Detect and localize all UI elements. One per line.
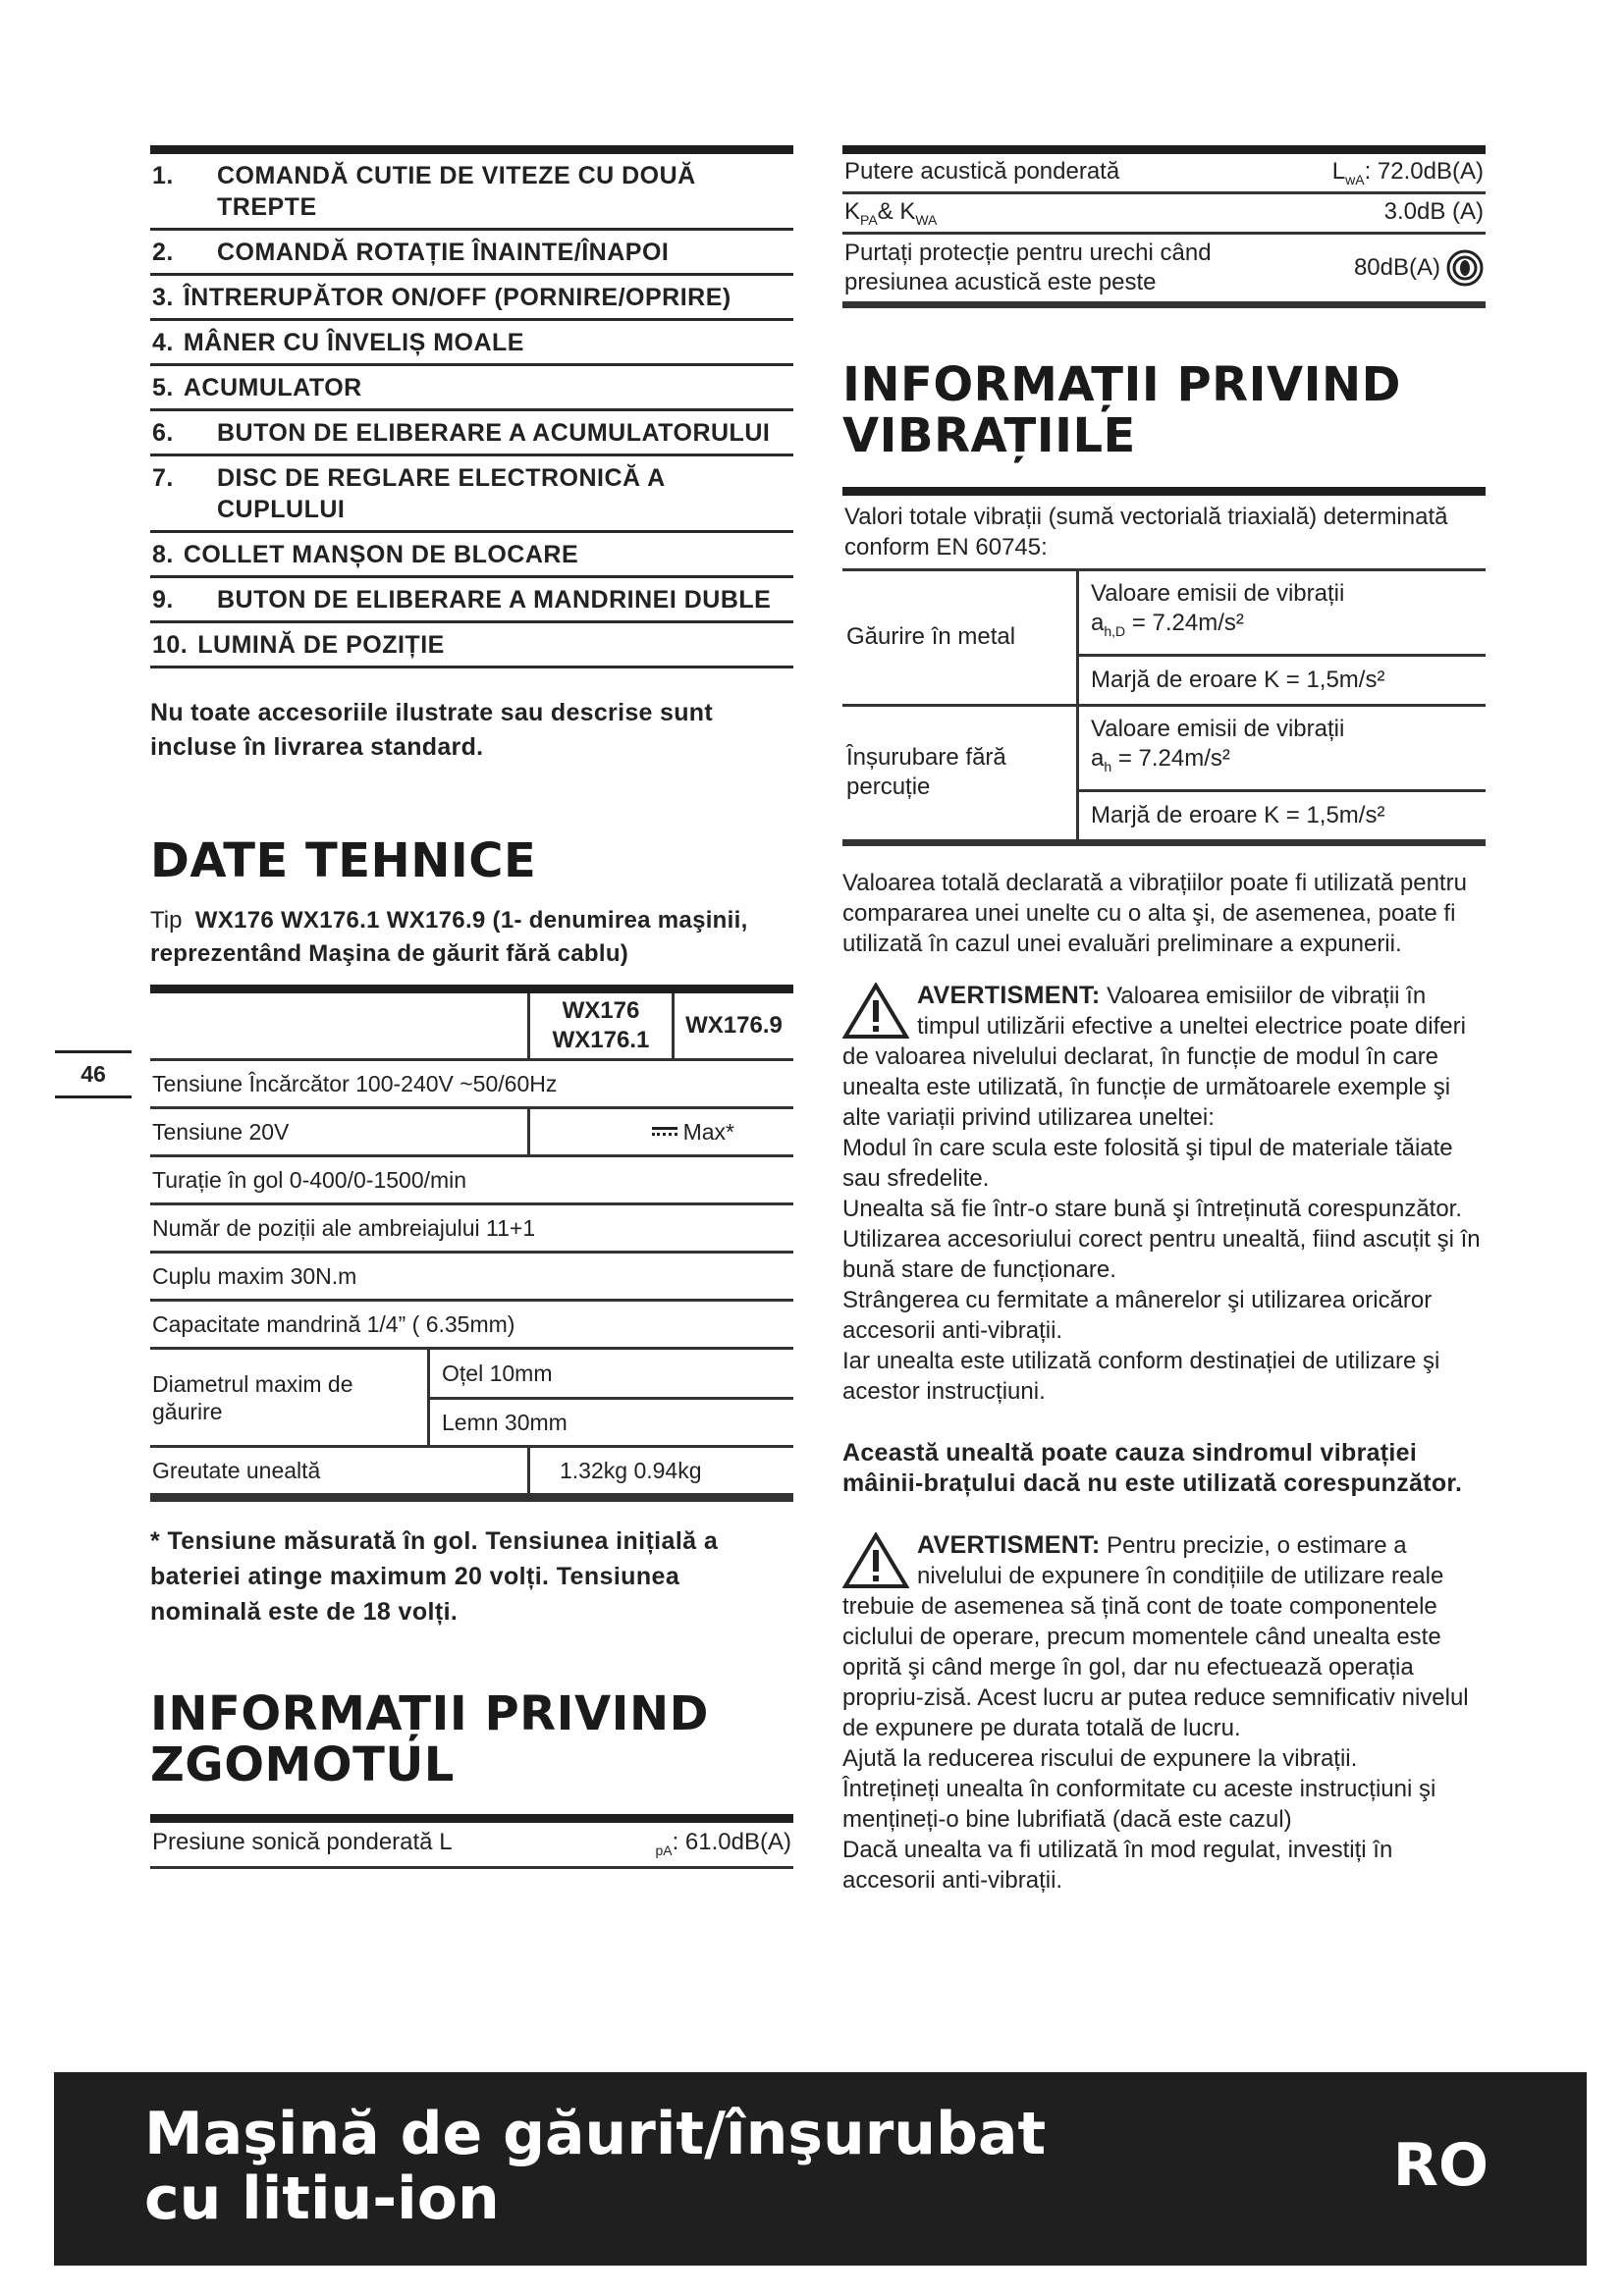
warning-1-list (842, 1133, 1486, 1407)
model-col2: WX176.9 (674, 993, 794, 1060)
drill-sym: a (1091, 609, 1105, 636)
table-row (150, 1204, 793, 1253)
list-item-text: DISC DE REGLARE ELECTRONICĂ A CUPLULUI (217, 464, 665, 523)
list-item-number: 1. (152, 162, 174, 189)
list-item: Modul în care scula este folosită şi tipul de materiale tăiate sau sfredelite. (842, 1134, 1453, 1192)
warning-triangle-icon (842, 983, 909, 1040)
sound-power-sub: wA (1345, 171, 1365, 187)
list-item: Dacă unealta va fi utilizată în mod regulat, investiți în accesorii anti-vibrații. (842, 1836, 1393, 1894)
sound-pressure-row (150, 1823, 793, 1869)
screw-value: = 7.24m/s² (1111, 744, 1230, 772)
list-item: Unealta să fie într-o stare bună şi întreținută corespunzător. (842, 1195, 1463, 1222)
list-item (150, 578, 793, 623)
spec-table (150, 993, 793, 1496)
page-number: 46 (55, 1050, 132, 1098)
table-row (150, 1156, 793, 1204)
list-item-number: 10. (152, 631, 189, 659)
list-item (150, 366, 793, 411)
declared-value-text: Valoarea totală declarată a vibrațiilor poate fi utilizată pentru compararea unei unelte cu o alta şi, de asemenea, poate fi utilizată în cazul unei evaluări preliminare a expunerii. (842, 869, 1467, 957)
type-label: Tip (150, 907, 183, 934)
screw-emission-label: Valoare emisii de vibrații (1091, 715, 1345, 742)
no-load-speed: Turație în gol 0-400/0-1500/min (150, 1156, 793, 1204)
drill-value: = 7.24m/s² (1125, 609, 1244, 636)
drill-metal-label: Găurire în metal (842, 571, 1078, 706)
warning-1-text: Valoarea emisiilor de vibrații în timpul utilizării efective a uneltei electrice poate diferi de valoarea nivelului declarat, în funcție de modul în care unealta este utilizată, în funcție de următoarele exemple şi alte variații privind utilizarea uneltei: (842, 982, 1466, 1131)
right-column (842, 145, 1486, 1896)
list-item-text: BUTON DE ELIBERARE A ACUMULATORULUI (217, 419, 771, 447)
ear-protection-text: Purtați protecție pentru urechi când presiunea acustică este peste (844, 239, 1212, 295)
k-sub-pa: PA (860, 211, 878, 228)
list-item (150, 533, 793, 578)
screw-sub: h (1104, 758, 1112, 774)
drill-sub: h,D (1104, 622, 1126, 639)
list-item-text: ÎNTRERUPĂTOR ON/OFF (PORNIRE/OPRIRE) (183, 284, 731, 311)
chuck-capacity: Capacitate mandrină 1/4” ( 6.35mm) (150, 1301, 793, 1349)
list-item (150, 321, 793, 366)
footer-title-line1: Maşină de găurit/înşurubat (144, 2100, 1047, 2168)
screw-label: Înșurubare fără percuție (842, 705, 1078, 842)
rated-voltage: Tensiune 20V (150, 1108, 529, 1156)
sound-pressure-label: Presiune sonică ponderată L (152, 1829, 453, 1855)
noise-heading: INFORMAȚII PRIVIND ZGOMOTUL (150, 1686, 709, 1792)
sound-power-sym: L (1331, 158, 1346, 185)
list-item-text: COLLET MANȘON DE BLOCARE (183, 541, 579, 568)
list-item (150, 276, 793, 321)
list-item-number: 5. (152, 374, 174, 401)
screw-sym: a (1091, 744, 1105, 772)
weight-values: 1.32kg 0.94kg (529, 1447, 794, 1495)
left-column (150, 145, 793, 1869)
spec-top-rule (150, 985, 793, 993)
sound-power-row (842, 154, 1486, 194)
list-item-text: BUTON DE ELIBERARE A MANDRINEI DUBLE (217, 586, 772, 614)
list-item-text: COMANDĂ ROTAȚIE ÎNAINTE/ÎNAPOI (217, 239, 670, 266)
warning-1-title: AVERTISMENT: (917, 981, 1101, 1009)
footer-banner (54, 2072, 1587, 2266)
list-item (150, 231, 793, 276)
table-row (150, 1253, 793, 1301)
list-item (150, 411, 793, 456)
list-item: Strângerea cu fermitate a mânerelor şi utilizarea oricăror accesorii anti-vibrații. (842, 1286, 1433, 1344)
warning-1 (842, 981, 1486, 1407)
list-item-text: LUMINĂ DE POZIȚIE (197, 631, 445, 659)
list-item-number: 8. (152, 541, 174, 568)
warning-2-list (842, 1743, 1486, 1896)
list-item-number: 7. (152, 464, 174, 492)
noise-top-rule (150, 1814, 793, 1823)
drill-k: Marjă de eroare K = 1,5m/s² (1078, 655, 1487, 705)
table-row (150, 1349, 793, 1447)
list-item-number: 3. (152, 284, 174, 311)
vibration-intro: Valori totale vibrații (sumă vectorială triaxială) determinată conform EN 60745: (842, 496, 1486, 571)
warning-2 (842, 1530, 1486, 1896)
spec-header-row (150, 993, 793, 1060)
spec-bottom-rule (150, 1496, 793, 1502)
uncertainty-row (842, 194, 1486, 235)
list-item: Întrețineți unealta în conformitate cu aceste instrucțiuni şi mențineți-o bine lubrifiată (dacă este cazul) (842, 1775, 1436, 1833)
list-item: Utilizarea accesoriului corect pentru unealtă, fiind ascuțit şi în bună stare de funcționare. (842, 1225, 1481, 1283)
list-item (150, 456, 793, 533)
drill-steel: Oțel 10mm (429, 1350, 794, 1399)
parts-list (150, 154, 793, 668)
table-row (150, 1108, 793, 1156)
language-code: RO (1392, 2131, 1489, 2200)
list-item (150, 623, 793, 668)
list-item (150, 154, 793, 231)
vibration-heading: INFORMAȚII PRIVIND VIBRAȚIILE (842, 356, 1401, 463)
type-line (150, 904, 793, 971)
top-rule (150, 145, 793, 154)
ear-protection-row (842, 235, 1486, 308)
hav-warning: Această unealtă poate cauza sindromul vibrației mâinii-brațului dacă nu este utilizată corespunzător. (842, 1438, 1463, 1497)
footer-title-line2: cu litiu-ion (144, 2164, 500, 2233)
list-item-text: COMANDĂ CUTIE DE VITEZE CU DOUĂ TREPTE (217, 162, 696, 221)
sound-pressure-value: : 61.0dB(A) (672, 1829, 791, 1855)
model-col1b: WX176.1 (552, 1027, 650, 1053)
sound-power-label: Putere acustică ponderată (844, 158, 1120, 185)
clutch-positions: Număr de poziții ale ambreiajului 11+1 (150, 1204, 793, 1253)
screw-emission-cell (1078, 705, 1487, 790)
list-item-number: 6. (152, 419, 174, 447)
charger-voltage: Tensiune Încărcător 100-240V ~50/60Hz (150, 1060, 793, 1108)
list-item-text: ACUMULATOR (183, 374, 362, 401)
list-item-number: 4. (152, 329, 174, 356)
type-text: WX176 WX176.1 WX176.9 (1- denumirea maşinii, reprezentând Maşina de găurit fără cablu) (150, 907, 748, 967)
warning-2-title: AVERTISMENT: (917, 1530, 1101, 1559)
voltage-max: Max* (682, 1118, 734, 1145)
weight-label: Greutate unealtă (150, 1447, 529, 1495)
tech-heading: DATE TEHNICE (150, 833, 537, 888)
drill-emission-label: Valoare emisii de vibrații (1091, 579, 1345, 607)
ear-protection-icon (1446, 249, 1484, 287)
model-col1: WX176 (562, 997, 640, 1024)
table-row (150, 1301, 793, 1349)
drill-diameter-label: Diametrul maxim de găurire (152, 1370, 353, 1424)
vibration-table (842, 571, 1486, 846)
dc-icon (652, 1127, 677, 1139)
list-item: Iar unealta este utilizată conform destinației de utilizare şi acestor instrucțiuni. (842, 1347, 1440, 1405)
table-row (150, 1447, 793, 1495)
list-item: Ajută la reducerea riscului de expunere la vibrații. (842, 1744, 1358, 1772)
footer-title (144, 2102, 1046, 2231)
k-sub-wa: WA (915, 211, 938, 228)
list-item-text: MÂNER CU ÎNVELIȘ MOALE (183, 329, 524, 356)
k-amp: & K (877, 197, 916, 225)
sound-power-value: : 72.0dB(A) (1364, 158, 1484, 185)
right-top-rule (842, 145, 1486, 154)
ear-protection-value: 80dB(A) (1353, 253, 1440, 281)
k-value: 3.0dB (A) (1383, 197, 1484, 225)
sound-pressure-sub: pA (655, 1842, 673, 1858)
warning-2-text: Pentru precizie, o estimare a nivelului de expunere în condițiile de utilizare reale trebuie de asemenea să țină cont de toate componentele ciclului de operare, precum momentele când unealta este oprită şi când merge în gol, dar nu efectuează operația propriu-zisă. Acest lucru ar putea reduce semnificativ nivelul de expunere pe durata totală de lucru. (842, 1531, 1469, 1741)
voltage-footnote: * Tensiune măsurată în gol. Tensiunea inițială a bateriei atinge maximum 20 volți. Tensiunea nominală este de 18 volți. (150, 1527, 719, 1626)
table-row (150, 1060, 793, 1108)
k-label: K (844, 197, 861, 225)
vib-top-rule (842, 487, 1486, 496)
drill-wood: Lemn 30mm (429, 1399, 794, 1446)
warning-triangle-icon (842, 1532, 909, 1589)
accessories-note: Nu toate accesoriile ilustrate sau descrise sunt incluse în livrarea standard. (150, 699, 713, 761)
list-item-number: 9. (152, 586, 174, 614)
screw-k: Marjă de eroare K = 1,5m/s² (1078, 790, 1487, 842)
drill-emission-cell (1078, 571, 1487, 656)
list-item-number: 2. (152, 239, 174, 266)
max-torque: Cuplu maxim 30N.m (150, 1253, 793, 1301)
